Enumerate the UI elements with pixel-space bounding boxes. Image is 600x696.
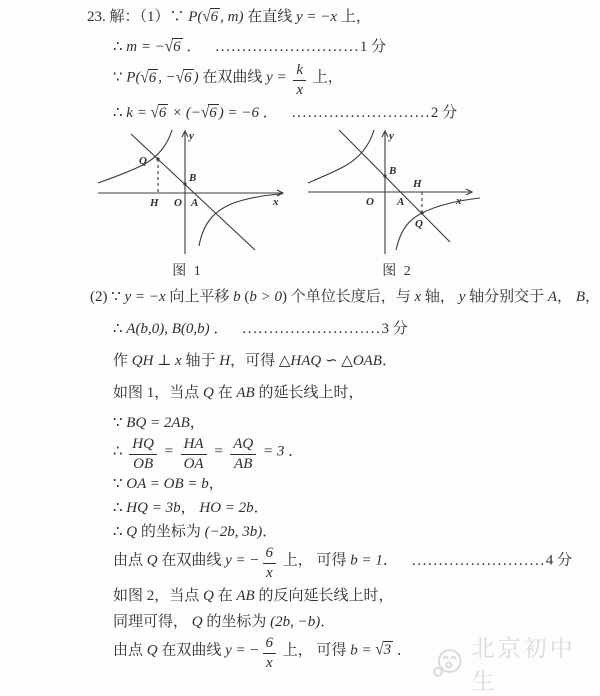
label-h: H	[413, 177, 422, 190]
math-run: y	[458, 288, 466, 305]
hyperbola-upper-branch	[308, 130, 374, 183]
text-run: ∵	[113, 476, 127, 492]
text-run: ∴	[113, 524, 127, 540]
solution-line	[113, 36, 600, 58]
text-run: ∵	[113, 69, 127, 86]
math-run: m = −	[126, 39, 165, 55]
text-run: ，	[180, 500, 200, 516]
math-run: Q	[146, 642, 158, 658]
radical-icon: √	[201, 103, 210, 122]
text-run: ，可得 △	[230, 352, 291, 369]
radical-icon: √	[164, 38, 174, 56]
sqrt-expression	[151, 105, 169, 121]
text-run: ．	[320, 613, 336, 630]
text-run: 在	[213, 384, 237, 401]
math-run: Q	[203, 384, 214, 401]
text-run: 上， 可得	[279, 552, 351, 569]
radicand: 6	[158, 104, 167, 121]
text-run: ．	[284, 443, 304, 459]
text-run: 轴，	[421, 288, 459, 305]
math-run: OA = OB = b	[126, 476, 209, 492]
fraction-denominator: OA	[181, 454, 207, 473]
text-run: ∴	[113, 500, 127, 516]
text-run: (	[240, 288, 250, 305]
text-run: 在	[213, 587, 237, 604]
text-run: ．	[182, 39, 202, 55]
text-run: 23. 解：（1）∵	[87, 9, 189, 25]
math-run: ) = −6	[218, 104, 260, 121]
sqrt-expression	[375, 642, 393, 658]
math-run: b	[233, 288, 241, 305]
math-run: =	[209, 443, 228, 459]
fraction	[293, 62, 306, 100]
math-run: y = −	[225, 552, 260, 569]
text-run: ∴	[113, 39, 127, 55]
dot-leader: ..........................	[291, 104, 431, 121]
math-run: H	[219, 352, 231, 369]
solution-line	[113, 62, 600, 100]
figure-1	[85, 128, 290, 280]
fraction	[181, 436, 207, 474]
math-run: P(	[126, 69, 141, 86]
math-run: HO = 2b	[199, 500, 254, 516]
fraction-denominator: x	[263, 563, 277, 582]
text-run: ．	[381, 352, 397, 369]
label-x: x	[456, 194, 462, 207]
text-run: 3 分	[381, 320, 408, 337]
figure-2-caption: 图 2	[382, 263, 413, 279]
radicand: 6	[173, 39, 181, 55]
radicand: 6	[148, 69, 157, 86]
fraction-denominator: x	[293, 80, 306, 99]
fraction-numerator: AQ	[233, 435, 254, 452]
math-run: AB	[236, 384, 255, 401]
math-run: x	[414, 288, 422, 305]
math-run: =	[159, 443, 178, 459]
fraction-numerator: k	[296, 62, 304, 78]
solution-line	[113, 545, 600, 583]
text-run: 在双曲线	[198, 69, 267, 86]
math-run: b = 1	[350, 552, 383, 569]
fraction-denominator: AB	[230, 454, 256, 473]
solution-line	[113, 585, 600, 607]
line-ab	[131, 134, 255, 250]
math-run: HQ = 3b	[126, 500, 181, 516]
sqrt-expression	[140, 70, 158, 86]
label-a: A	[191, 196, 199, 209]
math-run: k =	[126, 104, 151, 121]
line-ab	[339, 130, 450, 242]
figure-1-graph	[85, 128, 290, 258]
solution-line	[113, 497, 600, 519]
label-b: B	[389, 164, 397, 177]
text-run: ∵	[113, 414, 127, 431]
solution-line	[113, 521, 600, 543]
text-run: ．	[262, 524, 278, 540]
math-run: Q	[203, 587, 214, 604]
hyperbola-lower-branch	[396, 195, 480, 250]
text-run: (2) ∵	[90, 288, 125, 305]
text-run: 作	[113, 352, 132, 369]
fraction-numerator: HQ	[132, 435, 154, 452]
text-run: 上，	[309, 69, 343, 86]
text-run: ∴	[113, 104, 127, 121]
label-o: O	[174, 196, 182, 209]
radical-icon: √	[140, 68, 149, 87]
hyperbola-lower-branch	[199, 194, 281, 246]
text-run: 4 分	[545, 552, 572, 569]
math-run: y = −	[225, 642, 260, 658]
math-run: AB	[236, 587, 255, 604]
text-run: ．	[382, 552, 398, 569]
text-run: ⊥	[153, 352, 176, 369]
label-a: A	[397, 195, 405, 208]
text-run: 1 分	[359, 39, 387, 55]
text-run: 如图 2，当点	[113, 587, 204, 604]
label-o: O	[366, 195, 374, 208]
radical-icon: √	[375, 641, 384, 659]
math-run: (2b, −b)	[270, 613, 321, 630]
point-b	[183, 182, 186, 185]
radical-icon: √	[150, 103, 159, 122]
text-run: ∽ △	[321, 352, 353, 369]
watermark-text: 北京初中生	[471, 636, 576, 694]
fraction-numerator: 6	[265, 545, 274, 561]
text-run: 如图 1，当点	[113, 384, 204, 401]
solution-line	[113, 350, 600, 372]
radicand: 6	[184, 69, 192, 86]
text-run: 由点	[113, 552, 147, 569]
text-run: 由点	[113, 642, 147, 658]
math-run: BQ = 2AB	[126, 414, 190, 431]
label-y: y	[389, 129, 394, 142]
fraction-denominator: OB	[129, 454, 157, 473]
fraction-numerator: HA	[183, 435, 204, 452]
radical-icon: √	[175, 68, 185, 87]
text-run: 轴分别交于	[465, 288, 548, 305]
fraction-denominator: x	[263, 653, 277, 672]
math-run: (−2b, 3b)	[204, 524, 263, 540]
text-run: 向上平移	[165, 288, 234, 305]
label-y: y	[189, 129, 194, 142]
point-b	[383, 174, 386, 177]
math-run: , −	[158, 69, 176, 86]
text-run: 轴于	[181, 352, 220, 369]
math-run: )	[193, 69, 199, 86]
math-run: b > 0	[249, 288, 282, 305]
radical-icon: √	[202, 8, 211, 26]
fraction-numerator: 6	[265, 634, 274, 651]
math-run: A	[547, 288, 558, 305]
text-run: 上，	[337, 9, 371, 25]
label-h: H	[150, 196, 159, 209]
text-run: ．	[209, 320, 229, 337]
watermark	[430, 630, 600, 696]
text-run: 上， 可得	[279, 642, 351, 658]
figures-row	[85, 128, 600, 280]
text-run: ．	[259, 104, 278, 121]
solution-line	[113, 382, 600, 404]
fraction	[263, 545, 277, 583]
solution-line	[113, 412, 600, 434]
math-run: HAQ	[290, 352, 322, 369]
text-run: 在直线	[243, 9, 297, 25]
figure-2	[300, 128, 495, 280]
math-run: b =	[350, 642, 376, 658]
text-run: 2 分	[430, 104, 458, 121]
text-run: ∴	[113, 443, 127, 459]
text-run: 的坐标为	[202, 613, 271, 630]
text-run: ) 个单位长度后，与	[282, 288, 415, 305]
math-run: × (−	[168, 104, 202, 121]
solution-line	[87, 6, 600, 28]
text-run: 在双曲线	[157, 642, 226, 658]
math-run: y = −x	[124, 288, 166, 305]
dot-leader: .........................	[411, 552, 546, 569]
label-x: x	[273, 195, 279, 208]
math-run: Q	[191, 613, 203, 630]
fraction	[230, 436, 256, 474]
sqrt-expression	[201, 105, 219, 121]
text-run: ，	[189, 414, 205, 431]
solution-lines-bottom	[90, 286, 600, 673]
solution-lines-top	[87, 6, 600, 124]
math-run: QH	[131, 352, 154, 369]
solution-line	[90, 286, 600, 308]
label-q: Q	[139, 154, 147, 167]
radicand: 3	[383, 642, 392, 658]
solution-line	[113, 318, 600, 340]
label-q: Q	[415, 217, 423, 230]
dot-leader: ..........................	[242, 320, 382, 337]
smiley-face-icon	[430, 646, 466, 680]
math-run: P(	[188, 9, 203, 25]
label-b: B	[189, 171, 197, 184]
radicand: 6	[209, 104, 217, 121]
text-run: ，	[584, 288, 600, 305]
solution-line	[113, 436, 600, 474]
point-q	[420, 211, 423, 214]
solution-line	[113, 473, 600, 495]
math-run: x	[175, 352, 182, 369]
math-run: A(b,0), B(0,b)	[126, 320, 210, 337]
text-run: 的延长线上时，	[254, 384, 364, 401]
text-run: ，	[208, 476, 224, 492]
math-run: y =	[266, 69, 291, 86]
point-q	[156, 157, 159, 160]
sqrt-expression	[202, 9, 220, 25]
text-run: ．	[253, 500, 269, 516]
solution-line	[113, 102, 600, 124]
sqrt-expression	[165, 39, 183, 55]
fraction	[129, 436, 157, 474]
math-run: = 3	[259, 443, 285, 459]
text-run: 的坐标为	[137, 524, 205, 540]
text-run: 同理可得，	[113, 613, 192, 630]
math-run: , m)	[220, 9, 244, 25]
dot-leader: ...........................	[215, 39, 360, 55]
math-run: B	[575, 288, 585, 305]
text-run: 在双曲线	[157, 552, 226, 569]
sqrt-expression	[176, 70, 194, 86]
radicand: 6	[210, 9, 219, 25]
math-run: Q	[126, 524, 138, 540]
text-run: 的反向延长线上时，	[254, 587, 394, 604]
math-run: OAB	[352, 352, 382, 369]
text-run: ，	[557, 288, 576, 305]
fraction	[263, 635, 277, 673]
figure-2-graph	[300, 128, 495, 258]
math-run: Q	[146, 552, 158, 569]
text-run: ．	[393, 642, 412, 658]
figure-1-caption: 图 1	[172, 263, 203, 279]
math-run: y = −x	[296, 9, 338, 25]
text-run: ∴	[113, 320, 127, 337]
